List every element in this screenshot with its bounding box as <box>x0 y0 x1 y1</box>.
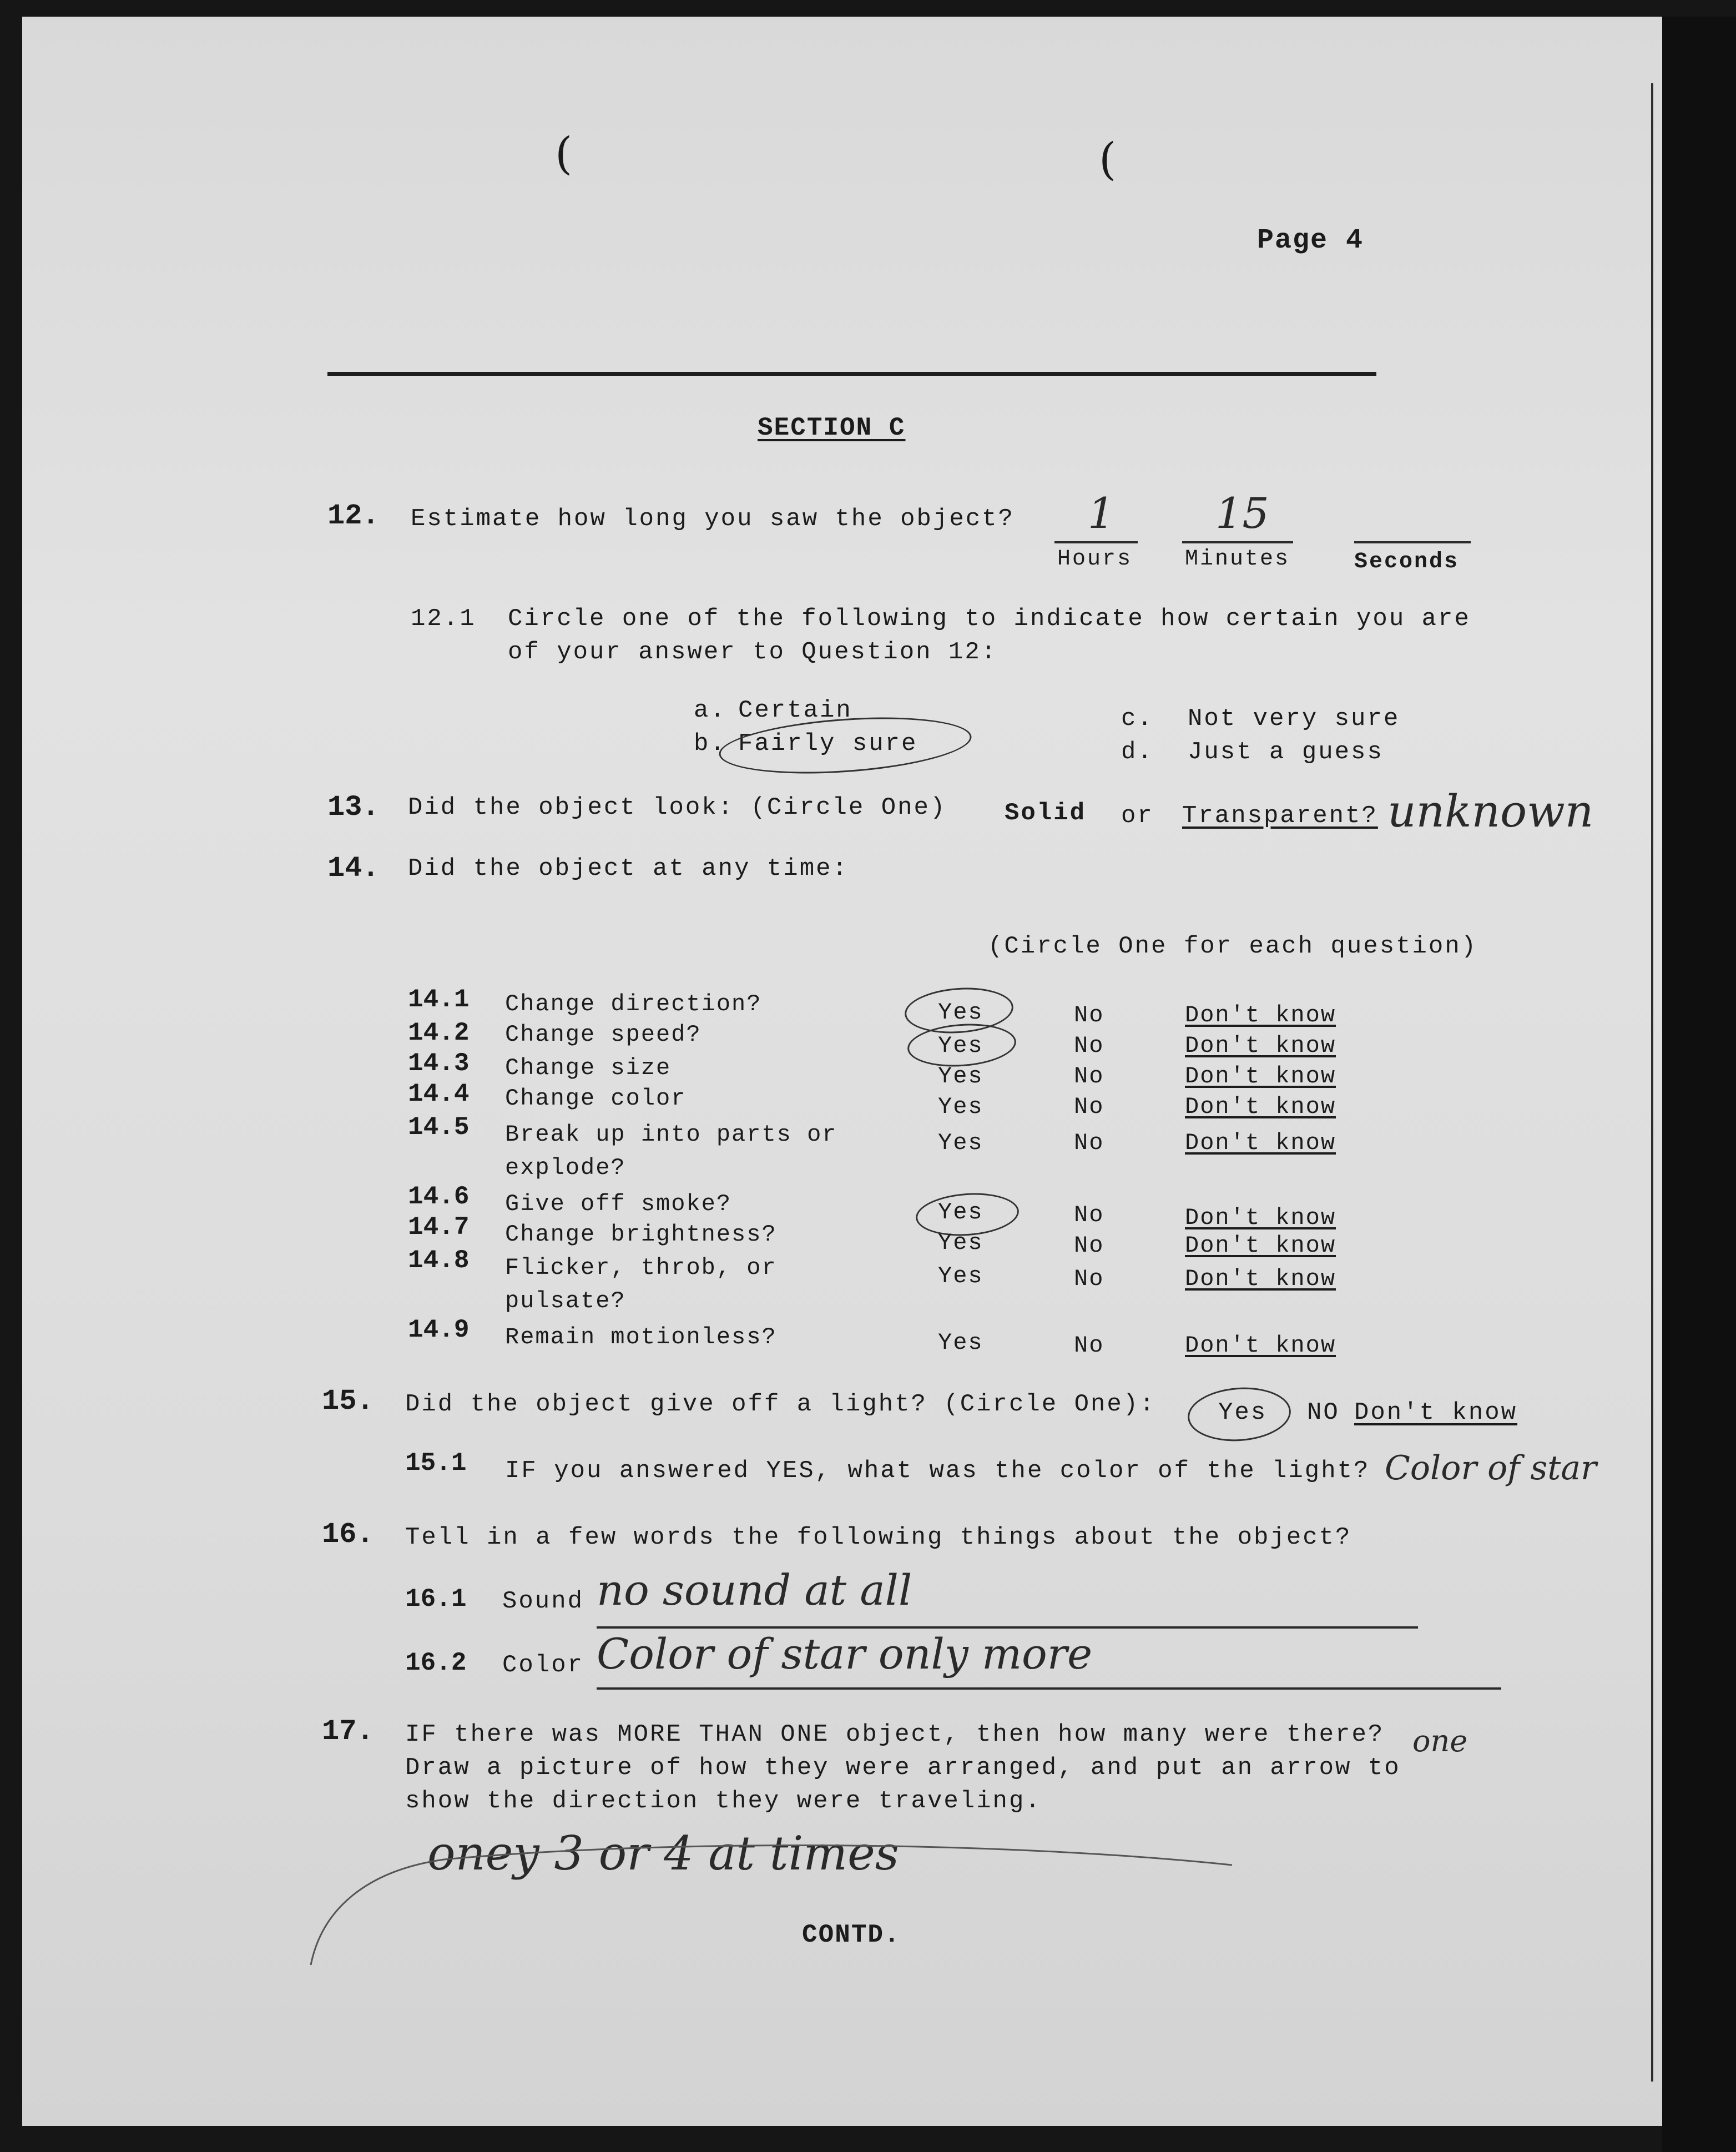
q15-option-dont-know[interactable]: Don't know <box>1354 1399 1518 1427</box>
q14-3-dont-know[interactable]: Don't know <box>1185 1063 1336 1090</box>
q14-8-yes[interactable]: Yes <box>938 1263 983 1289</box>
q12-label-seconds: Seconds <box>1354 550 1460 574</box>
q17-handwritten-answer: oney 3 or 4 at times <box>427 1826 899 1881</box>
q12-1-option-c-label[interactable]: Not very sure <box>1188 705 1400 733</box>
q14-2-number: 14.2 <box>408 1019 470 1047</box>
q14-7-number: 14.7 <box>408 1213 470 1242</box>
q12-1-option-b-label[interactable]: Fairly sure <box>738 730 918 758</box>
q14-1-no[interactable]: No <box>1074 1002 1104 1029</box>
q14-number: 14. <box>327 852 380 885</box>
q14-9-no[interactable]: No <box>1074 1332 1104 1359</box>
q14-9-yes[interactable]: Yes <box>938 1329 983 1356</box>
q15-number: 15. <box>322 1385 374 1418</box>
q14-5-no[interactable]: No <box>1074 1130 1104 1156</box>
q14-6-number: 14.6 <box>408 1182 470 1211</box>
q14-3-label: Change size <box>505 1055 672 1081</box>
q14-8-label-cont: pulsate? <box>505 1288 626 1314</box>
q14-5-number: 14.5 <box>408 1113 470 1142</box>
q12-answer-minutes: 15 <box>1215 488 1269 538</box>
q14-1-yes[interactable]: Yes <box>938 999 983 1026</box>
page-edge-line <box>1651 83 1653 2082</box>
q15-1-answer: Color of star <box>1385 1449 1597 1488</box>
q14-8-dont-know[interactable]: Don't know <box>1185 1266 1336 1292</box>
q12-answer-hours: 1 <box>1088 488 1115 538</box>
q14-5-label: Break up into parts or <box>505 1121 837 1148</box>
q14-2-label: Change speed? <box>505 1021 702 1048</box>
q13-option-solid[interactable]: Solid <box>1005 799 1087 827</box>
q12-1-option-a-label[interactable]: Certain <box>738 697 852 724</box>
q14-6-dont-know[interactable]: Don't know <box>1185 1204 1336 1231</box>
header-rule <box>327 372 1376 376</box>
q14-text: Did the object at any time: <box>408 855 849 883</box>
q14-2-dont-know[interactable]: Don't know <box>1185 1032 1336 1059</box>
q12-1-line2: of your answer to Question 12: <box>508 638 998 666</box>
q12-seconds-blank <box>1354 541 1471 543</box>
q14-9-label: Remain motionless? <box>505 1324 777 1350</box>
q15-option-no[interactable]: NO <box>1307 1399 1340 1427</box>
q14-4-no[interactable]: No <box>1074 1093 1104 1120</box>
q12-label-minutes: Minutes <box>1185 547 1290 572</box>
q13-option-transparent[interactable]: Transparent? <box>1182 802 1378 830</box>
q14-6-no[interactable]: No <box>1074 1202 1104 1228</box>
q14-8-number: 14.8 <box>408 1246 470 1275</box>
q14-3-no[interactable]: No <box>1074 1063 1104 1090</box>
q13-number: 13. <box>327 791 380 824</box>
q12-1-option-c-key: c. <box>1121 705 1154 733</box>
pencil-stroke <box>300 1826 1243 1970</box>
q14-1-number: 14.1 <box>408 985 470 1014</box>
q13-text: Did the object look: (Circle One) <box>408 794 947 822</box>
q14-2-no[interactable]: No <box>1074 1032 1104 1059</box>
q16-1-number: 16.1 <box>405 1585 467 1614</box>
q15-1-number: 15.1 <box>405 1449 467 1478</box>
q12-1-option-a-key: a. <box>694 697 726 724</box>
q17-line1: IF there was MORE THAN ONE object, then how many were there? <box>405 1721 1385 1748</box>
q14-4-label: Change color <box>505 1085 687 1112</box>
q14-instruction: (Circle One for each question) <box>988 933 1478 960</box>
q12-1-option-d-label[interactable]: Just a guess <box>1188 738 1384 766</box>
q12-text: Estimate how long you saw the object? <box>411 505 1015 533</box>
q12-1-number: 12.1 <box>411 605 476 633</box>
q17-line2: Draw a picture of how they were arranged, and put an arrow to <box>405 1754 1401 1782</box>
q16-2-blank <box>597 1687 1501 1690</box>
q14-7-no[interactable]: No <box>1074 1232 1104 1259</box>
q15-text: Did the object give off a light? (Circle One): <box>405 1390 1156 1418</box>
q14-5-yes[interactable]: Yes <box>938 1130 983 1156</box>
q14-1-label: Change direction? <box>505 991 762 1017</box>
q15-option-yes[interactable]: Yes <box>1218 1399 1268 1427</box>
q14-8-label: Flicker, throb, or <box>505 1254 777 1281</box>
page-number: Page 4 <box>1257 225 1364 256</box>
q16-number: 16. <box>322 1518 374 1551</box>
q14-4-dont-know[interactable]: Don't know <box>1185 1093 1336 1120</box>
q13-or: or <box>1121 802 1154 830</box>
q12-label-hours: Hours <box>1057 547 1133 572</box>
q14-8-no[interactable]: No <box>1074 1266 1104 1292</box>
q14-3-number: 14.3 <box>408 1049 470 1078</box>
q14-7-yes[interactable]: Yes <box>938 1229 983 1256</box>
q12-1-line1: Circle one of the following to indicate how certain you are <box>508 605 1471 633</box>
top-mark-left: ( <box>555 128 573 179</box>
q16-1-blank <box>597 1626 1418 1629</box>
q16-text: Tell in a few words the following things about the object? <box>405 1524 1352 1551</box>
q16-2-number: 16.2 <box>405 1649 467 1677</box>
q14-4-yes[interactable]: Yes <box>938 1093 983 1120</box>
q14-7-label: Change brightness? <box>505 1221 777 1248</box>
q12-1-option-d-key: d. <box>1121 738 1154 766</box>
q14-9-dont-know[interactable]: Don't know <box>1185 1332 1336 1359</box>
q14-5-label-cont: explode? <box>505 1155 626 1181</box>
q14-6-label: Give off smoke? <box>505 1191 732 1217</box>
q13-handwritten-answer: unknown <box>1387 785 1594 837</box>
q14-3-yes[interactable]: Yes <box>938 1063 983 1090</box>
q17-line3: show the direction they were traveling. <box>405 1787 1042 1815</box>
q16-1-label: Sound <box>502 1587 584 1615</box>
q12-hours-blank <box>1054 541 1138 543</box>
q16-2-answer: Color of star only more <box>597 1629 1093 1679</box>
q17-number: 17. <box>322 1715 374 1748</box>
q14-5-dont-know[interactable]: Don't know <box>1185 1130 1336 1156</box>
q14-7-dont-know[interactable]: Don't know <box>1185 1232 1336 1259</box>
top-mark-right: ( <box>1099 133 1117 185</box>
scan-edge <box>1662 17 1736 2152</box>
q16-1-answer: no sound at all <box>597 1565 912 1615</box>
q14-2-yes[interactable]: Yes <box>938 1032 983 1059</box>
q15-1-text: IF you answered YES, what was the color of the light? <box>505 1457 1370 1485</box>
contd-label: CONTD. <box>802 1921 901 1949</box>
q14-4-number: 14.4 <box>408 1080 470 1108</box>
q14-9-number: 14.9 <box>408 1316 470 1344</box>
section-title: SECTION C <box>758 414 906 442</box>
q16-2-label: Color <box>502 1651 584 1679</box>
q17-margin-answer: one <box>1412 1723 1468 1758</box>
q12-minutes-blank <box>1182 541 1293 543</box>
q12-1-option-b-key: b. <box>694 730 726 758</box>
q14-6-yes[interactable]: Yes <box>938 1199 983 1226</box>
q14-1-dont-know[interactable]: Don't know <box>1185 1002 1336 1029</box>
q12-number: 12. <box>327 500 380 532</box>
